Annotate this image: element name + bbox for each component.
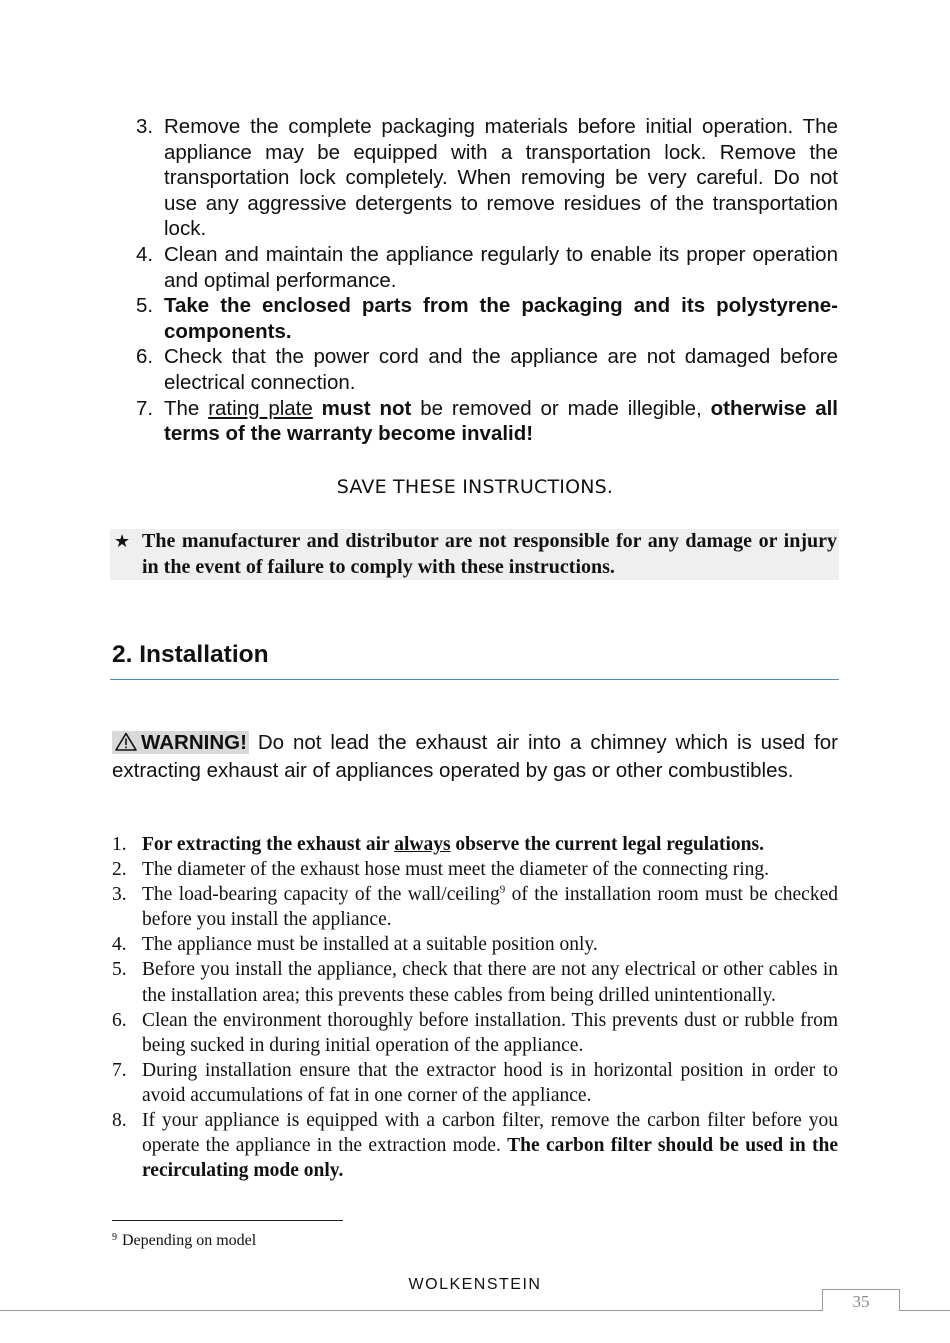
warning-triangle-icon [115, 732, 137, 758]
list-item: 7. The rating plate must not be removed or made illegible, otherwise all terms of the warranty become invalid! [136, 396, 838, 446]
list-item: 6. Clean the environment thoroughly before installation. This prevents dust or rubble from being sucked in during initial operation of the appliance. [112, 1009, 838, 1056]
list-item: 2. The diameter of the exhaust hose must meet the diameter of the connecting ring. [112, 859, 770, 881]
save-instructions-heading: SAVE THESE INSTRUCTIONS. [336, 476, 614, 498]
section-divider [110, 679, 839, 680]
list-item: 4. The appliance must be installed at a suitable position only. [112, 934, 598, 956]
installation-list [112, 832, 838, 1183]
page-number: 35 [822, 1289, 900, 1311]
list-item: 8. If your appliance is equipped with a carbon filter, remove the carbon filter before you operate the appliance in the extraction mode. The carbon filter should be used in the recirculating mode only. [112, 1110, 838, 1182]
list-item: 5. Before you install the appliance, check that there are not any electrical or other cables in the installation area; this prevents these cables from being drilled unintentionally. [112, 959, 838, 1006]
warning-paragraph: WARNING! Do not lead the exhaust air into a chimney which is used for extracting exhaust air of appliances operated by gas or other combustibles. [112, 731, 838, 782]
list-item: 5. Take the enclosed parts from the packaging and its polystyrene-components. [136, 294, 838, 343]
footnote-reference: 9 [499, 883, 506, 896]
star-icon: ★ [114, 531, 131, 551]
list-item: 4. Clean and maintain the appliance regularly to enable its proper operation and optimal performance. [136, 242, 838, 292]
liability-notice [110, 529, 839, 580]
list-item: 3. The load-bearing capacity of the wall/ceiling$^9$ of the installation room must be checked before you install the appliance. [112, 883, 838, 931]
footer-line [0, 1310, 950, 1311]
brand-logo: WOLKENSTEIN [408, 1276, 542, 1293]
footnote-divider [112, 1220, 343, 1221]
list-item: 1. For extracting the exhaust air always observe the current legal regulations. [112, 834, 764, 855]
warning-badge: WARNING! [112, 731, 249, 754]
section-title: 2. Installation [112, 641, 269, 668]
list-item: 7. During installation ensure that the extractor hood is in horizontal position in order to avoid accumulations of fat in one corner of the appliance. [112, 1059, 838, 1106]
footnote: $^9$ Depending on model [112, 1232, 257, 1249]
notice-text: The manufacturer and distributor are not responsible for any damage or injury in the event of failure to comply with these instructions. [142, 530, 837, 578]
list-item: 3. Remove the complete packaging materials before initial operation. The appliance may be equipped with a transportation lock. Remove the transportation lock completely. When removing be very careful. Do not use any aggressive detergents to remove residues of the transportation lock. [136, 115, 838, 241]
list-item: 6. Check that the power cord and the appliance are not damaged before electrical connection. [136, 345, 838, 394]
precautions-list [130, 114, 838, 447]
